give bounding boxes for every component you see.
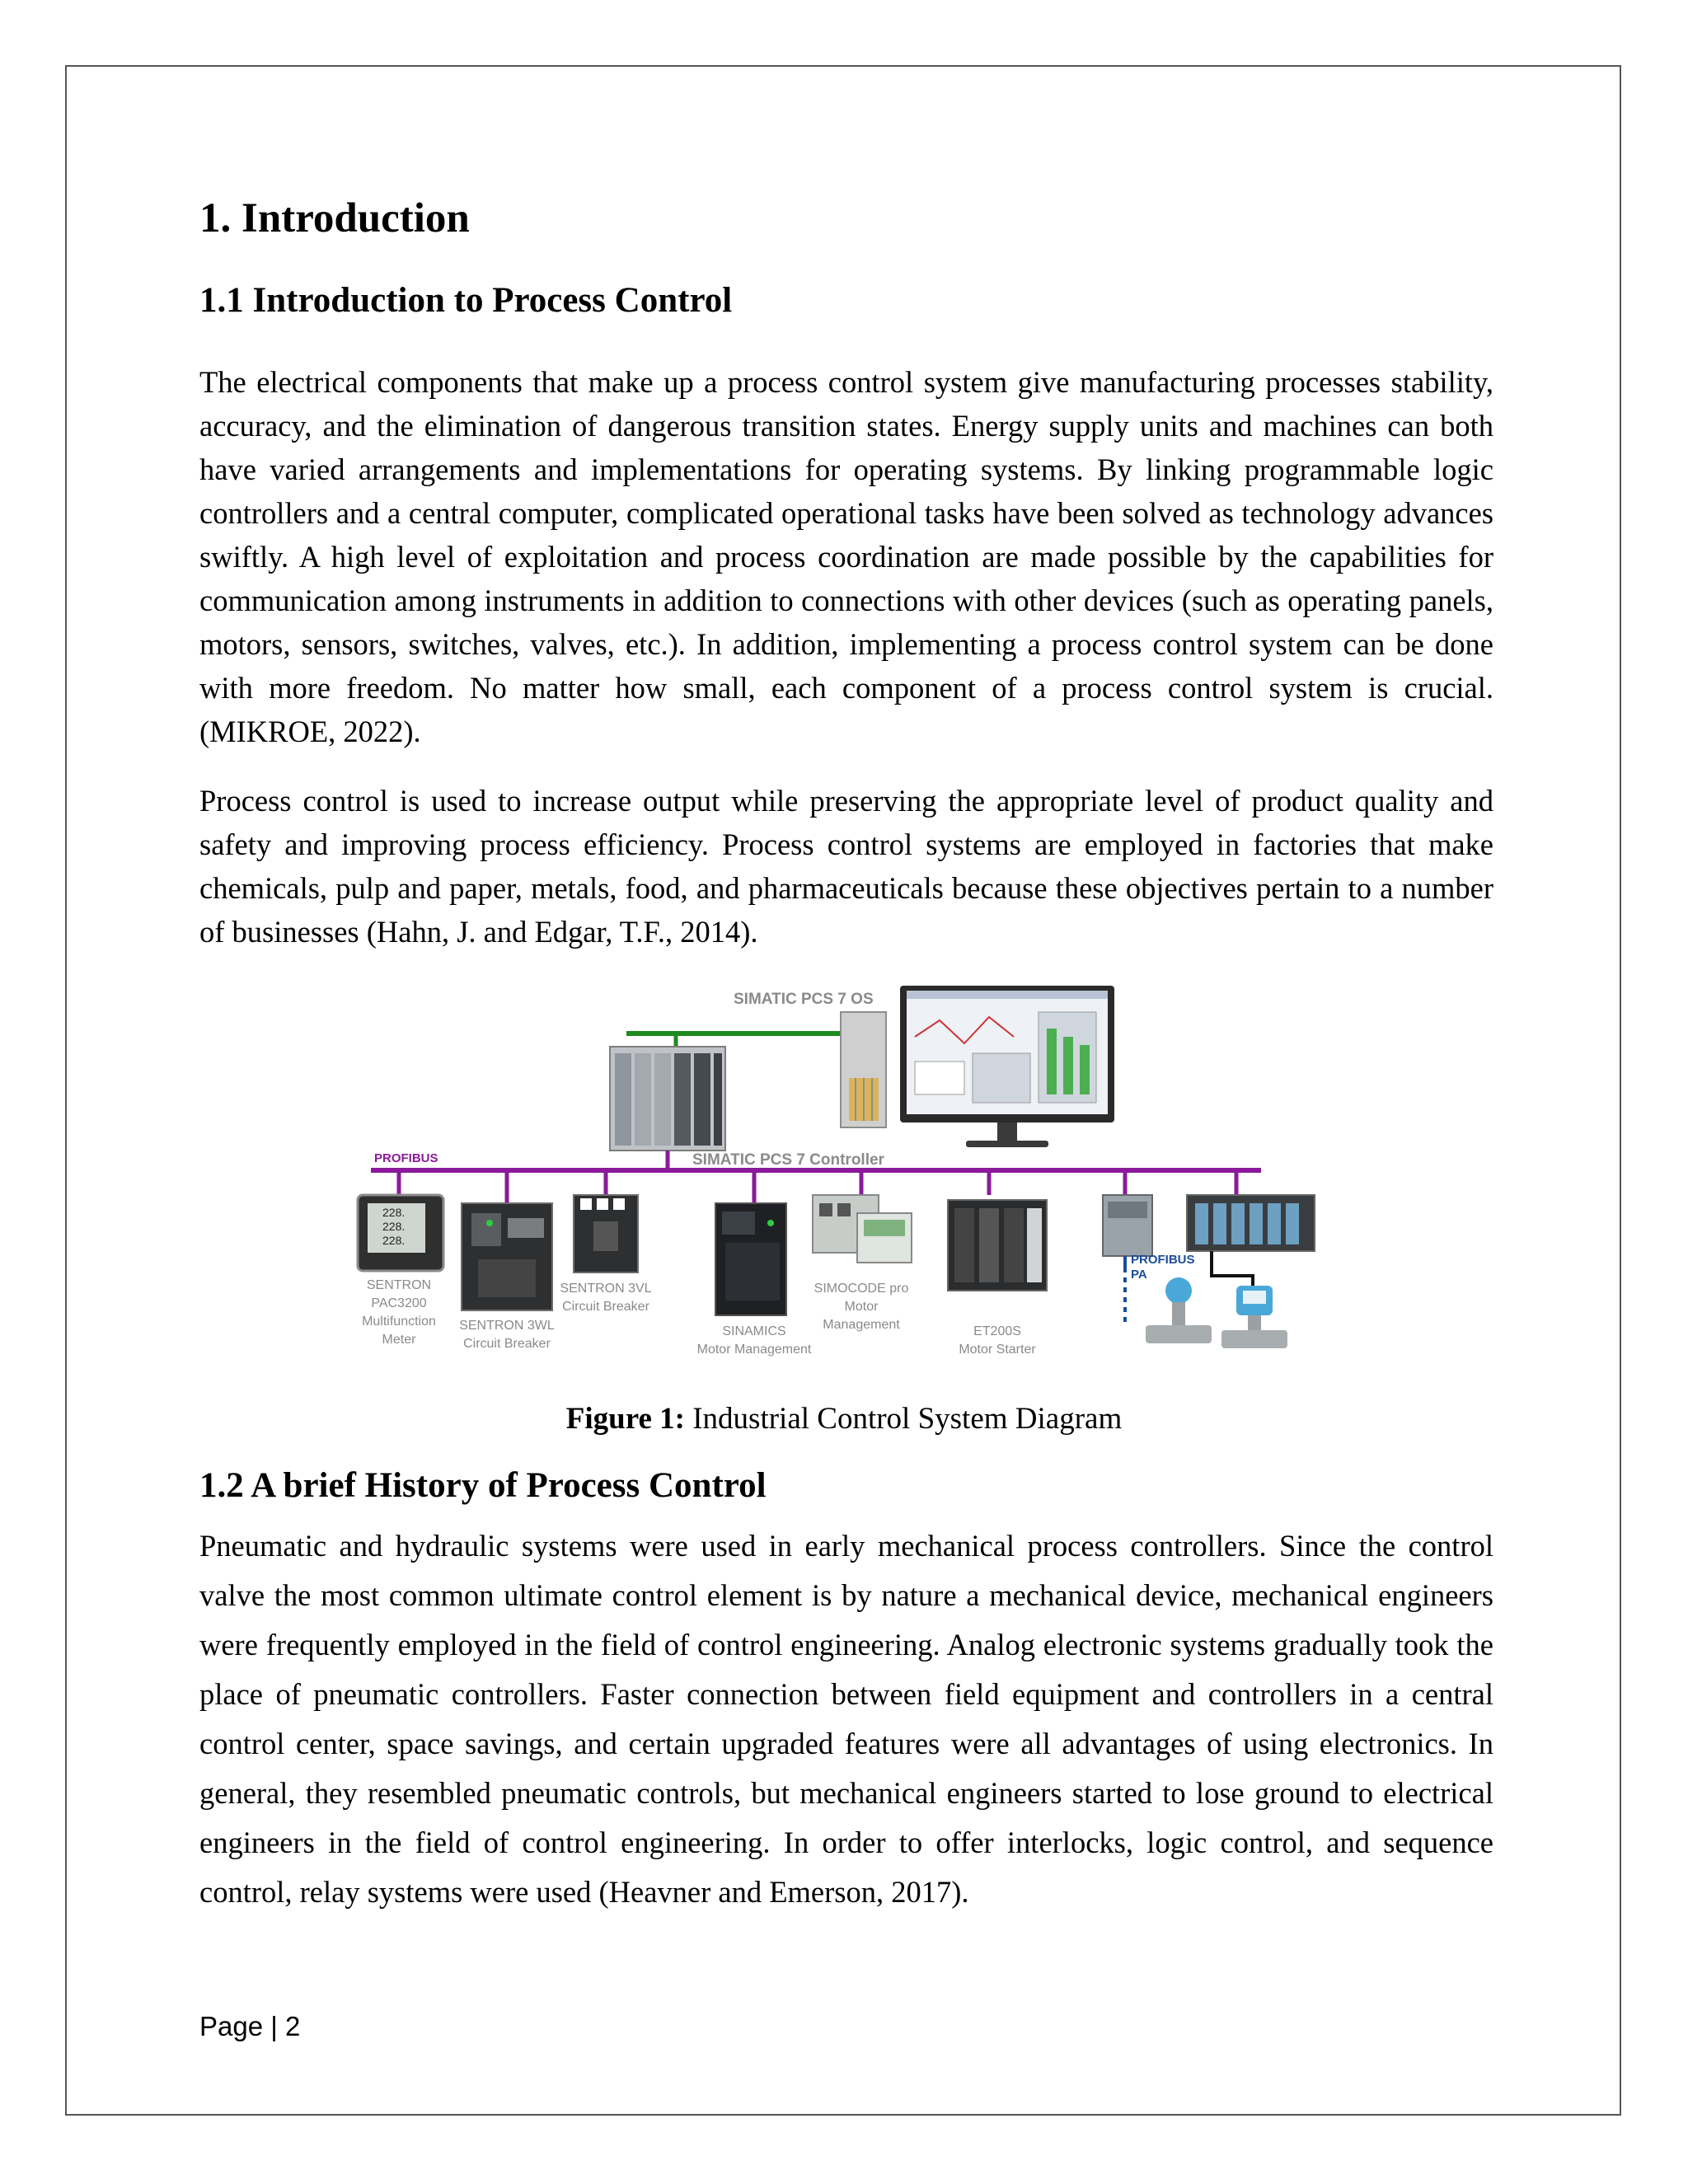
remote-io-rack	[1187, 1195, 1315, 1251]
control-system-diagram	[346, 979, 1343, 1375]
device-label: Motor	[844, 1300, 879, 1314]
pac3200-meter	[358, 1195, 443, 1271]
section-title-1-2: 1.2 A brief History of Process Control	[199, 1466, 767, 1505]
device-label: Management	[823, 1318, 900, 1332]
pa-label: PA	[1131, 1268, 1147, 1282]
controller-label: SIMATIC PCS 7 Controller	[692, 1151, 884, 1169]
meter-reading: 228.	[382, 1220, 406, 1233]
page-number: Page | 2	[199, 2011, 301, 2041]
server-tower	[841, 1012, 886, 1127]
device-label: Motor Starter	[959, 1343, 1036, 1357]
os-label: SIMATIC PCS 7 OS	[734, 991, 874, 1008]
et200s-starter	[948, 1200, 1047, 1291]
sentron-3vl-breaker	[574, 1195, 638, 1272]
device-label: PAC3200	[371, 1296, 427, 1310]
simocode-module	[813, 1195, 912, 1263]
meter-reading: 228.	[382, 1206, 406, 1219]
device-label: SINAMICS	[722, 1324, 786, 1338]
pa-coupler	[1103, 1195, 1152, 1256]
pa-label: PROFIBUS	[1131, 1253, 1195, 1267]
device-label: Circuit Breaker	[463, 1337, 551, 1351]
transmitter	[1221, 1286, 1287, 1348]
device-label: Multifunction	[362, 1315, 436, 1329]
caption-text: Industrial Control System Diagram	[684, 1402, 1123, 1436]
monitor	[900, 986, 1114, 1147]
device-label: Circuit Breaker	[562, 1300, 649, 1314]
sinamics-drive	[715, 1203, 786, 1315]
device-label: ET200S	[973, 1324, 1021, 1338]
device-label: SIMOCODE pro	[814, 1282, 909, 1296]
caption-label: Figure 1:	[565, 1402, 685, 1436]
page-heading: 1. Introduction	[199, 195, 470, 241]
device-label: SENTRON 3VL	[560, 1282, 652, 1296]
profibus-label: PROFIBUS	[374, 1151, 438, 1165]
flow-meter	[1146, 1277, 1212, 1343]
device-label: SENTRON	[366, 1278, 432, 1292]
device-label: SENTRON 3WL	[459, 1319, 555, 1333]
paragraph-intro-1: The electrical components that make up a process control system give manufacturing processes stability, accuracy, and the elimination of dangerous transition states. Energy supply units and machines can both have varied arrangements and implementations for operating systems. By linking programmable logic controllers and a central computer, complicated operational tasks have been solved as technology advances swiftly. A high level of exploitation and process coordination are made possible by the capabilities for communication among instruments in addition to connections with other devices (such as operating panels, motors, sensors, switches, valves, etc.). In addition, implementing a process control system can be done with more freedom. No matter how small, each component of a process control system is crucial. (MIKROE, 2022).	[199, 365, 1493, 748]
device-label: Motor Management	[696, 1343, 812, 1357]
device-label: Meter	[382, 1333, 416, 1347]
sentron-3wl-breaker	[462, 1203, 552, 1310]
section-title-1-1: 1.1 Introduction to Process Control	[199, 281, 733, 320]
figure-caption	[0, 1401, 1688, 1436]
meter-reading: 228.	[382, 1234, 406, 1247]
paragraph-intro-2: Process control is used to increase output while preserving the appropriate level of product quality and safety and improving process efficiency. Process control systems are employed in factories that make chemicals, pulp and paper, metals, food, and pharmaceuticals because these objectives pertain to a number of businesses (Hahn, J. and Edgar, T.F., 2014).	[199, 784, 1493, 949]
diagram-svg	[346, 979, 1343, 1375]
paragraph-history: Pneumatic and hydraulic systems were used in early mechanical process controllers. Since the control valve the most common ultimate control element is by nature a mechanical device, mechanical engineers were frequently employed in the field of control engineering. Analog electronic systems gradually took the place of pneumatic controllers. Faster connection between field equipment and controllers in a central control center, space savings, and certain upgraded features were all advantages of using electronics. In general, they resembled pneumatic controls, but mechanical engineers started to lose ground to electrical engineers in the field of control engineering. In order to offer interlocks, logic control, and sequence control, relay systems were used (Heavner and Emerson, 2017).	[199, 1529, 1493, 1909]
io-cable	[1212, 1251, 1253, 1286]
controller-rack	[610, 1047, 725, 1151]
